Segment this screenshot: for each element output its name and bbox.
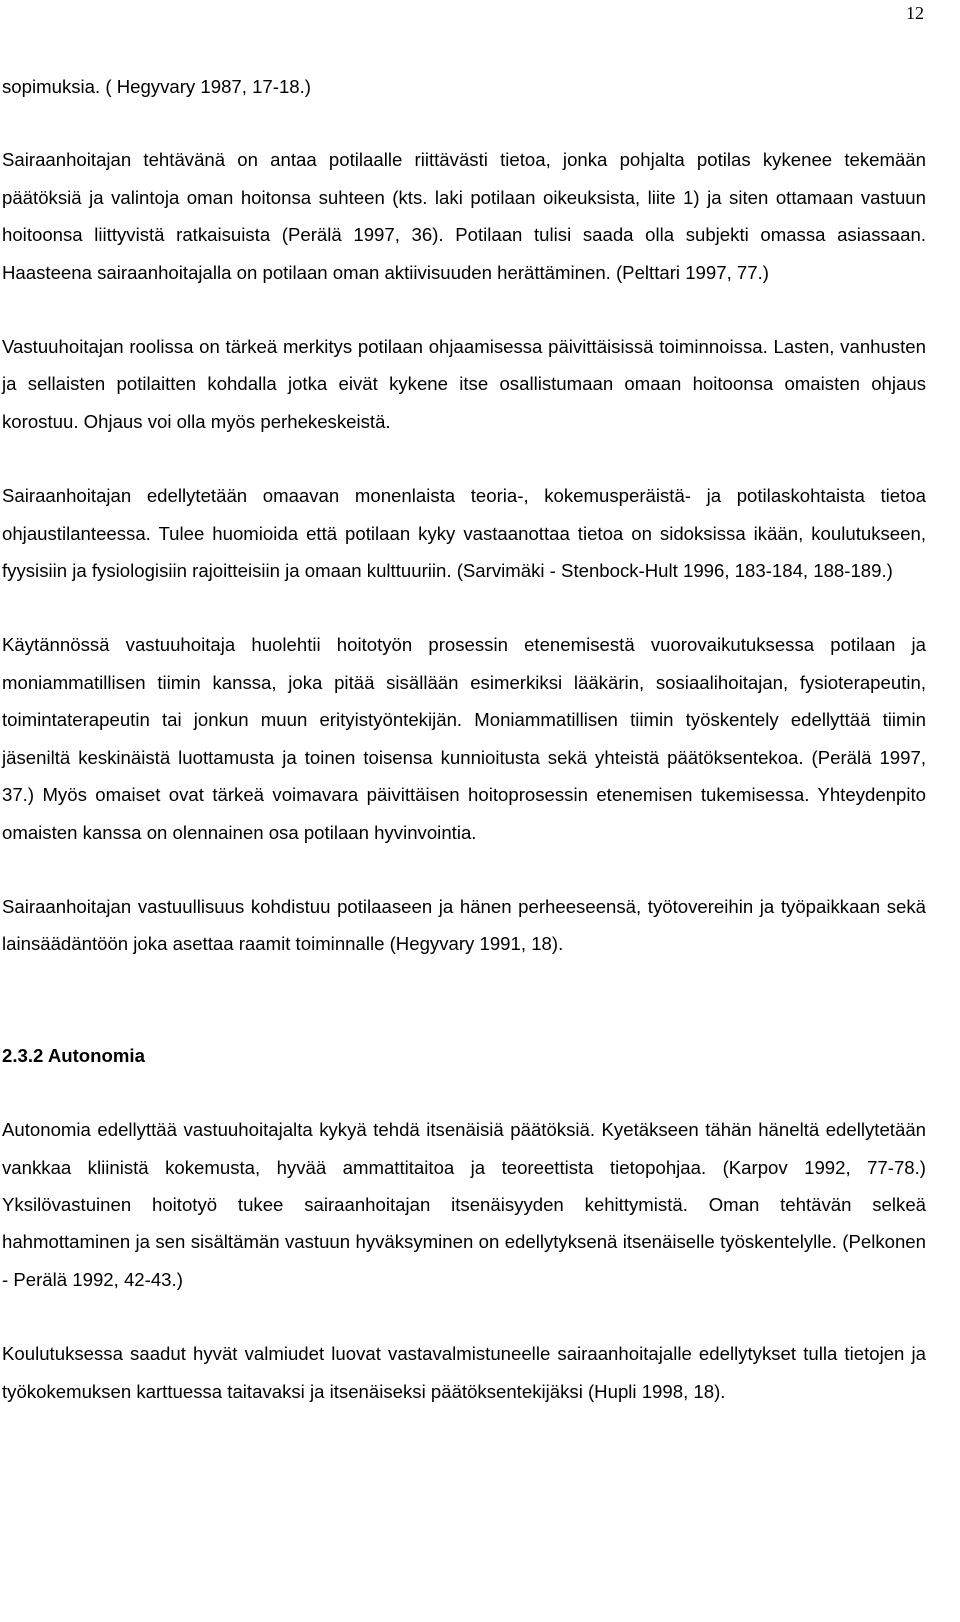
paragraph-education: Koulutuksessa saadut hyvät valmiudet luovat vastavalmistuneelle sairaanhoitajalle edellytykset tulla tietojen ja työkokemuksen karttuessa taitavaksi ja itsenäiseksi päätöksentekijäksi (Hupli 1998, 18). [2, 1343, 926, 1402]
paragraph-autonomy: Autonomia edellyttää vastuuhoitajalta kykyä tehdä itsenäisiä päätöksiä. Kyetäkseen tähän häneltä edellytetään vankkaa kliinistä kokemusta, hyvää ammattitaitoa ja teoreettista tietopohjaa. (Karpov 1992, 77-78.) Yksilövastuinen hoitotyö tukee sairaanhoitajan itsenäisyyden kehittymistä. Oman tehtävän selkeä hahmottaminen ja sen sisältämän vastuun hyväksyminen on edellytyksenä itsenäiselle työskentelylle. (Pelkonen - Perälä 1992, 42-43.) [2, 1119, 926, 1290]
paragraph-patient-information: Sairaanhoitajan tehtävänä on antaa potilaalle riittävästi tietoa, jonka pohjalta potilas kykenee tekemään päätöksiä ja valintoja oman hoitonsa suhteen (kts. laki potilaan oikeuksista, liite 1) ja siten ottamaan vastuun hoitoonsa liittyvistä ratkaisuista (Perälä 1997, 36). Potilaan tulisi saada olla subjekti omassa asiassaan. Haasteena sairaanhoitajalla on potilaan oman aktiivisuuden herättäminen. (Pelttari 1997, 77.) [2, 149, 926, 283]
paragraph-continuation: sopimuksia. ( Hegyvary 1987, 17-18.) [2, 76, 312, 97]
section-heading: 2.3.2 Autonomia [2, 1044, 145, 1066]
paragraph-nurse-responsibility: Sairaanhoitajan vastuullisuus kohdistuu potilaaseen ja hänen perheeseensä, työtovereihin ja työpaikkaan sekä lainsäädäntöön joka asettaa raamit toiminnalle (Hegyvary 1991, 18). [2, 895, 926, 955]
paragraph-multiprofessional-team: Käytännössä vastuuhoitaja huolehtii hoitotyön prosessin etenemisestä vuorovaikutuksessa potilaan ja moniammatillisen tiimin kanssa, joka pitää sisällään esimerkiksi lääkärin, sosiaalihoitajan, fysioterapeutin, toimintaterapeutin tai jonkun muun erityistyöntekijän. Moniammatillisen tiimin työskentely edellyttää tiimin jäseniltä keskinäistä luottamusta ja toinen toisensa kunnioitusta sekä yhteistä päätöksentekoa. (Perälä 1997, 37.) Myös omaiset ovat tärkeä voimavara päivittäisen hoitoprosessin etenemisen tukemisessa. Yhteydenpito omaisten kanssa on olennainen osa potilaan hyvinvointia. [2, 634, 926, 843]
paragraph-guidance-role: Vastuuhoitajan roolissa on tärkeä merkitys potilaan ohjaamisessa päivittäisissä toiminnoissa. Lasten, vanhusten ja sellaisten potilaitten kohdalla jotka eivät kykene itse osallistumaan omaan hoitoonsa omaisten ohjaus korostuu. Ohjaus voi olla myös perhekeskeistä. [2, 336, 926, 432]
paragraph-nurse-knowledge: Sairaanhoitajan edellytetään omaavan monenlaista teoria-, kokemusperäistä- ja potilaskohtaista tietoa ohjaustilanteessa. Tulee huomioida että potilaan kyky vastaanottaa tietoa on sidoksissa ikään, koulutukseen, fyysisiin ja fysiologisiin rajoitteisiin ja omaan kulttuuriin. (Sarvimäki - Stenbock-Hult 1996, 183-184, 188-189.) [2, 485, 926, 582]
document-body [2, 68, 926, 1447]
page-number: 12 [906, 3, 924, 23]
